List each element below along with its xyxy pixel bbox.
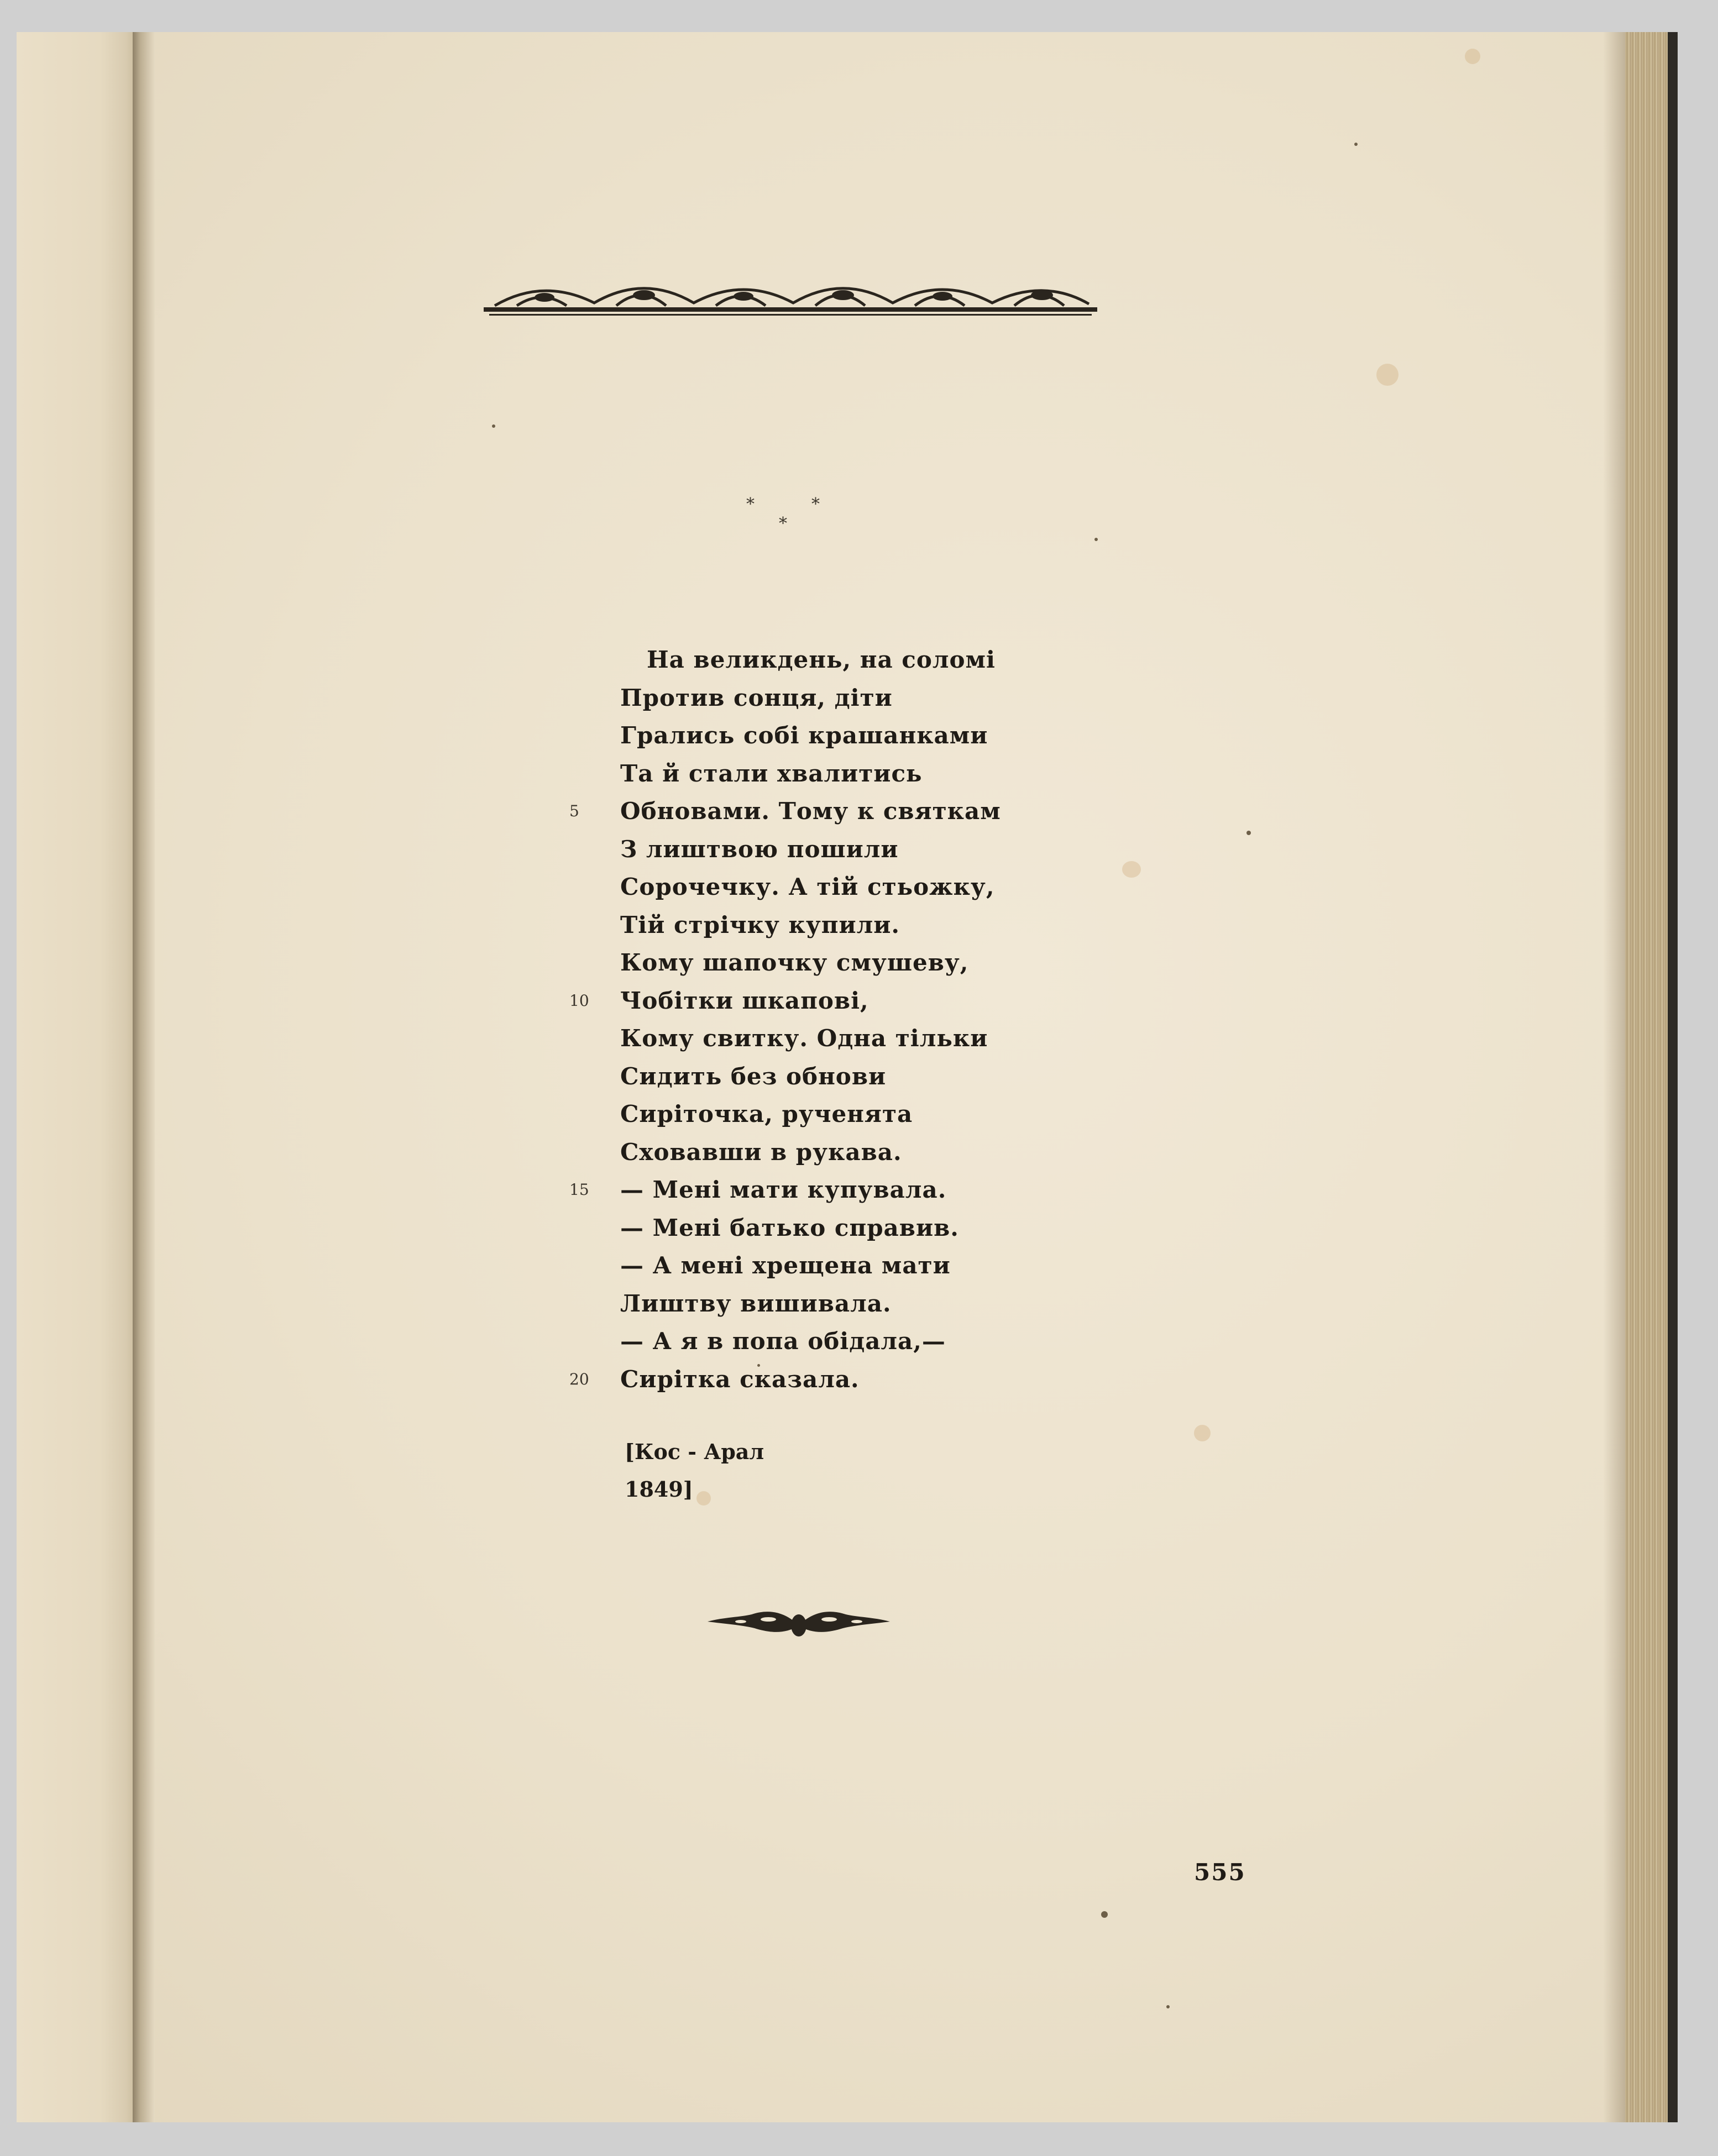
poem-line	[569, 641, 1067, 679]
poem-line	[569, 717, 1067, 755]
line-text: — Мені батько справив.	[620, 1214, 959, 1241]
poem-line	[569, 1285, 1067, 1323]
line-text: — А мені хрещена мати	[620, 1252, 951, 1279]
poem-line	[569, 1020, 1067, 1058]
asterism-star: *	[811, 495, 820, 514]
line-number: 15	[569, 1181, 589, 1199]
line-text: — Мені мати купувала.	[620, 1176, 947, 1203]
right-edge-shadow	[1603, 32, 1625, 2122]
line-text: На великдень, на соломі	[647, 646, 996, 673]
poem-line	[569, 1247, 1067, 1285]
source-note	[625, 1433, 764, 1508]
poem-line	[569, 944, 1067, 982]
poem-line	[569, 1171, 1067, 1209]
asterism-star: *	[779, 514, 787, 533]
poem-line	[569, 1134, 1067, 1172]
paper-speck	[492, 424, 495, 428]
line-text: — А я в попа обідала,—	[620, 1328, 946, 1355]
poem-line	[569, 868, 1067, 906]
cover-edge	[1668, 32, 1678, 2122]
poem-line	[569, 679, 1067, 717]
line-number: 20	[569, 1370, 589, 1388]
bottom-ornament	[702, 1601, 895, 1650]
line-text: Сховавши в рукава.	[620, 1138, 902, 1166]
line-text: Против сонця, діти	[620, 684, 893, 711]
poem-line	[569, 982, 1067, 1020]
paper-stain	[1376, 364, 1399, 386]
paper-stain	[1465, 49, 1480, 64]
line-text: Лиштву вишивала.	[620, 1289, 892, 1317]
line-text: Грались собі крашанками	[620, 722, 988, 749]
left-page-edge	[17, 32, 135, 2122]
paper-speck	[1354, 143, 1358, 146]
asterism-star: *	[746, 495, 755, 514]
book-gutter	[133, 32, 155, 2122]
line-text: Обновами. Тому к святкам	[620, 798, 1001, 825]
source-year: 1849]	[625, 1477, 693, 1502]
paper-speck	[1246, 831, 1251, 835]
paper-speck	[1166, 2005, 1170, 2008]
source-place: [Кос - Арал	[625, 1439, 764, 1464]
poem-line	[569, 755, 1067, 793]
line-number: 5	[569, 802, 579, 820]
poem-line	[569, 1323, 1067, 1361]
poem-line	[569, 1361, 1067, 1399]
line-text: Кому свитку. Одна тільки	[620, 1025, 988, 1052]
paper-stain	[1122, 861, 1141, 878]
line-text: Чобітки шкапові,	[620, 987, 869, 1014]
page-number: 555	[1194, 1859, 1246, 1886]
asterism	[746, 496, 840, 541]
line-text: Сорочечку. А тій стьожку,	[620, 873, 995, 900]
line-text: Тій стрічку купили.	[620, 911, 900, 938]
poem-line	[569, 906, 1067, 945]
paper-speck	[1101, 1911, 1108, 1918]
poem	[569, 641, 1067, 1398]
line-text: Сирітка сказала.	[620, 1365, 860, 1393]
line-number: 10	[569, 991, 589, 1010]
poem-line	[569, 1209, 1067, 1247]
top-ornament	[484, 275, 1097, 325]
poem-line	[569, 1095, 1067, 1134]
line-text: Сиріточка, рученята	[620, 1100, 913, 1127]
line-text: З лиштвою пошили	[620, 835, 899, 863]
paper-speck	[1094, 538, 1098, 541]
poem-line	[569, 793, 1067, 831]
line-text: Сидить без обнови	[620, 1062, 887, 1090]
line-text: Кому шапочку смушеву,	[620, 949, 969, 976]
book-page	[17, 32, 1678, 2122]
poem-line	[569, 1058, 1067, 1096]
poem-line	[569, 831, 1067, 869]
line-text: Та й стали хвалитись	[620, 759, 923, 787]
paper-stain	[1194, 1425, 1211, 1441]
